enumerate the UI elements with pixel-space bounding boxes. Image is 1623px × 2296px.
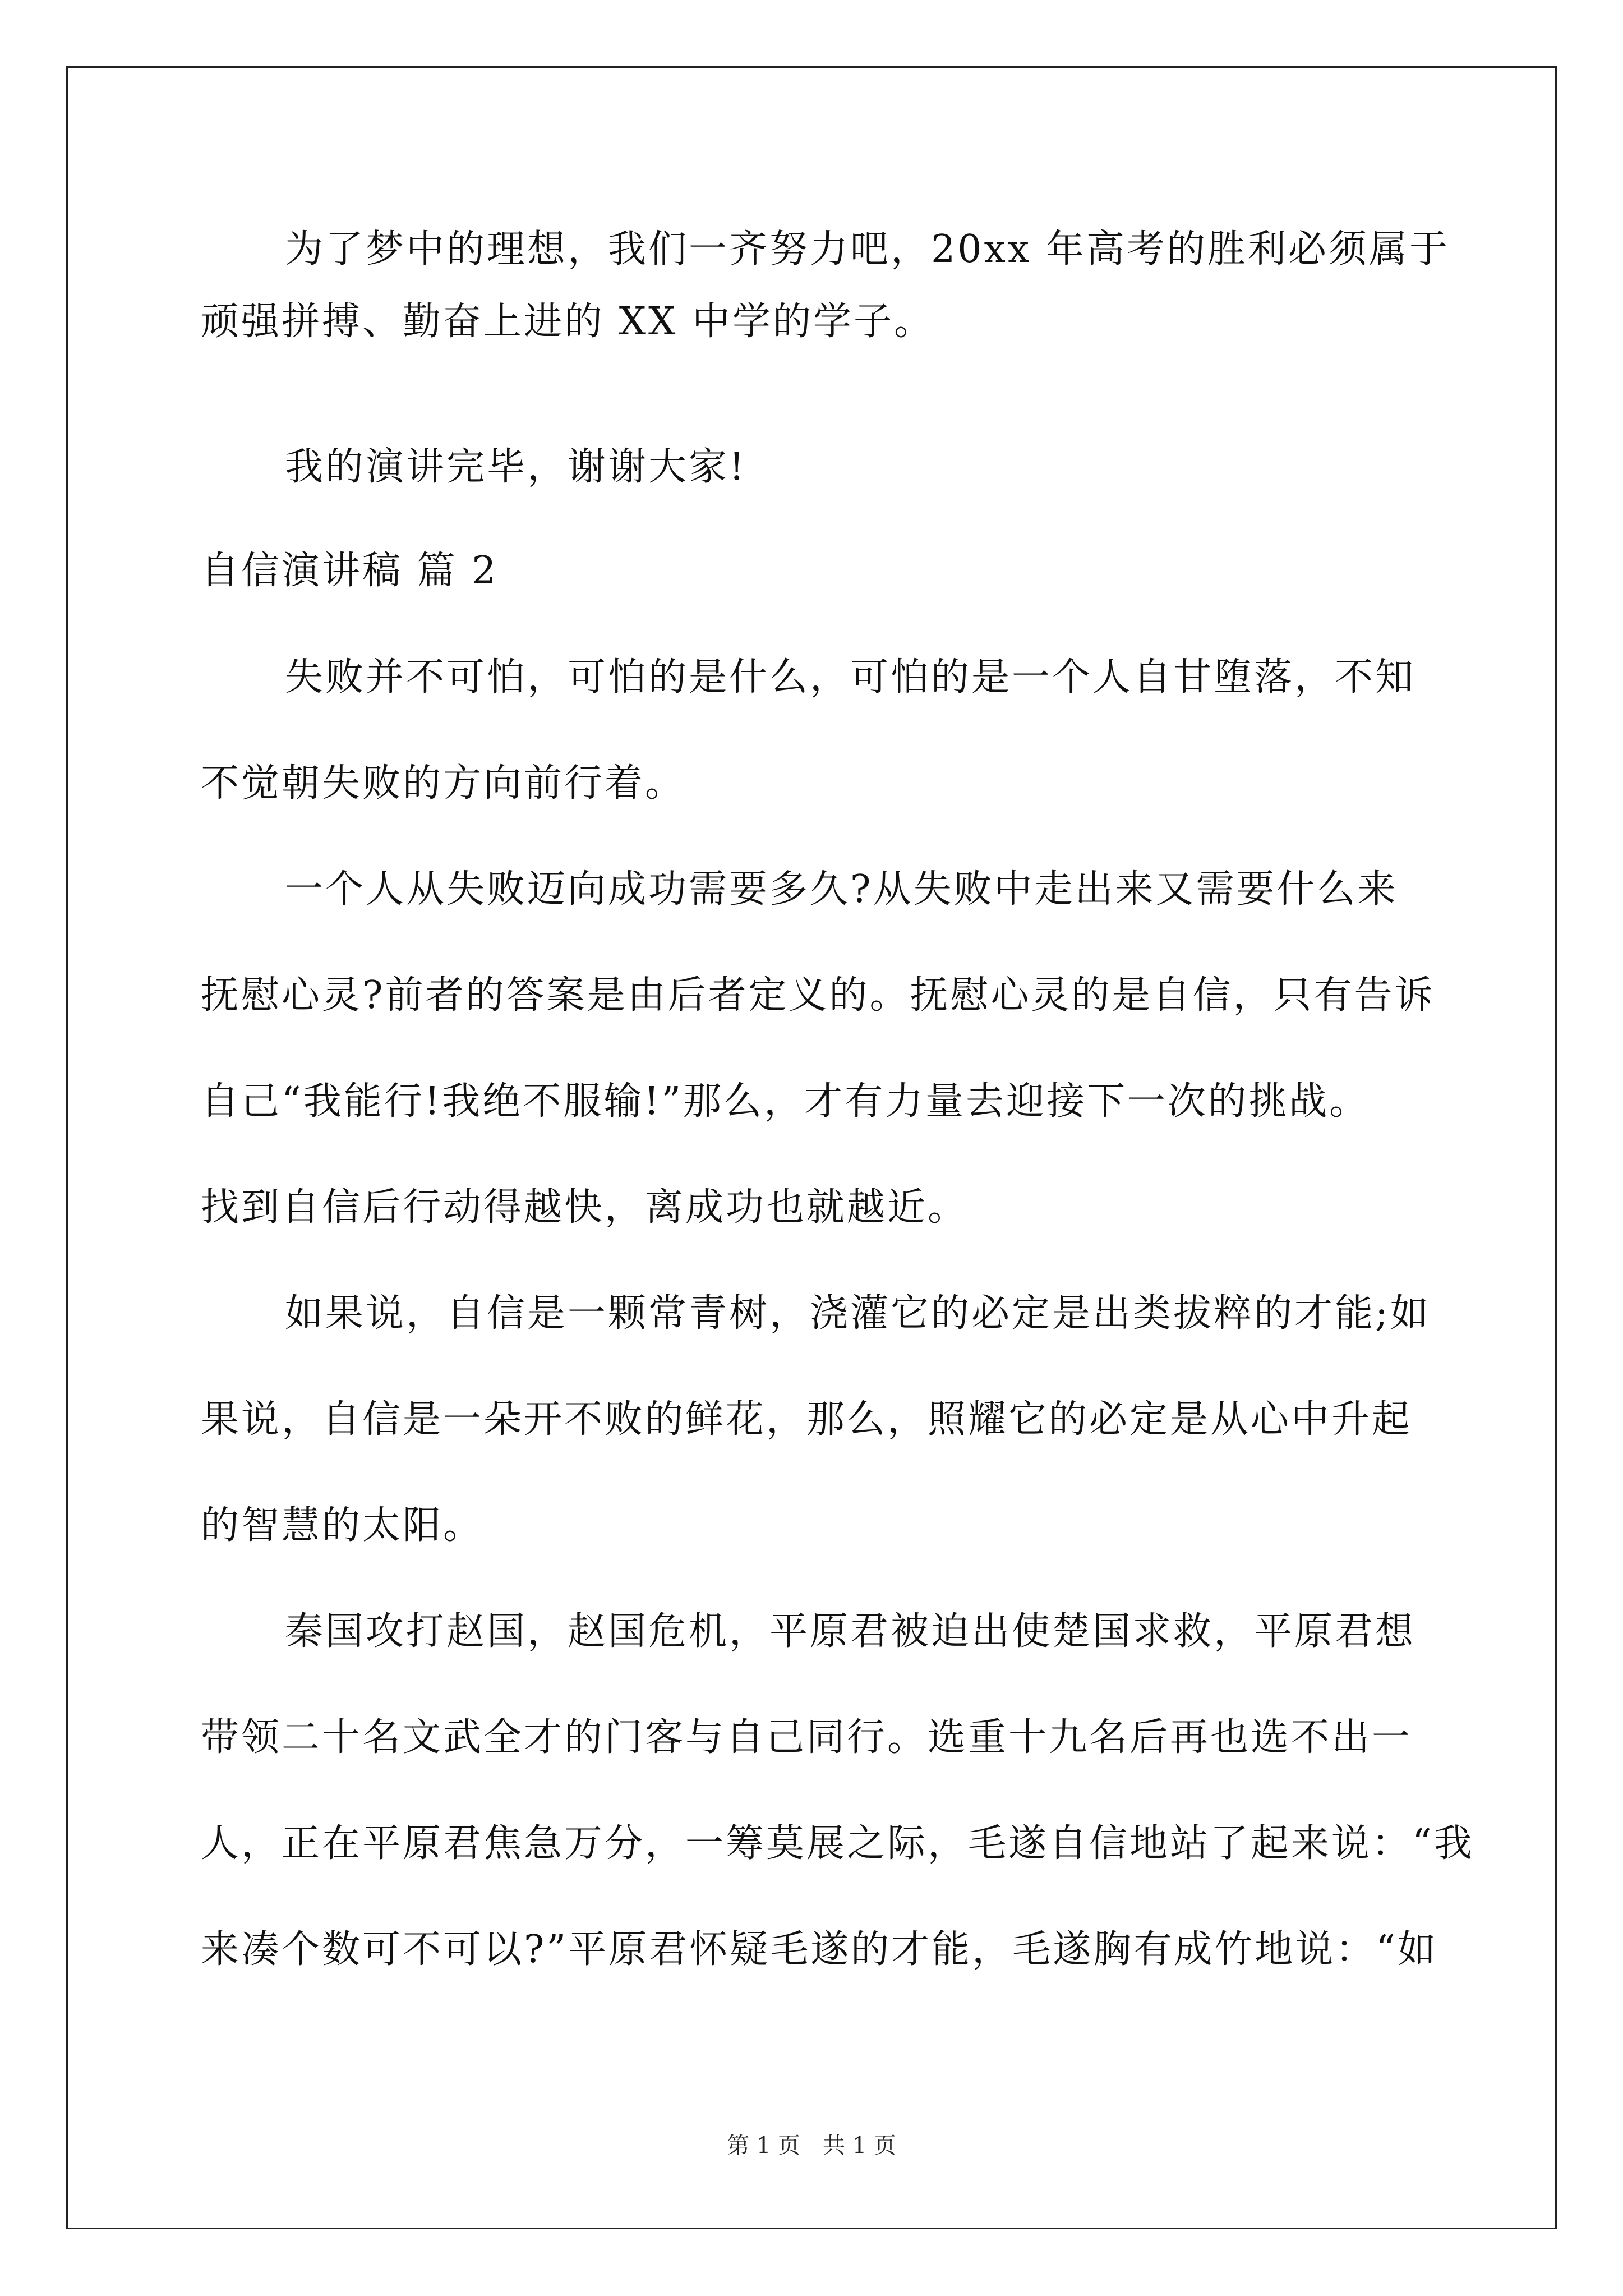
- paragraph-line: 一个人从失败迈向成功需要多久?从失败中走出来又需要什么来: [285, 867, 1398, 912]
- paragraph-line: 秦国攻打赵国，赵国危机，平原君被迫出使楚国求救，平原君想: [285, 1609, 1416, 1654]
- paragraph-line: 如果说，自信是一颗常青树，浇灌它的必定是出类拔粹的才能;如: [285, 1291, 1431, 1336]
- paragraph-line: 带领二十名文武全才的门客与自己同行。选重十九名后再也选不出一: [201, 1715, 1413, 1760]
- paragraph-line: 抚慰心灵?前者的答案是由后者定义的。抚慰心灵的是自信，只有告诉: [201, 973, 1435, 1018]
- paragraph-line: 失败并不可怕，可怕的是什么，可怕的是一个人自甘堕落，不知: [285, 655, 1416, 700]
- paragraph-line: 为了梦中的理想，我们一齐努力吧，20xx 年高考的胜利必须属于: [285, 227, 1450, 272]
- paragraph-line: 找到自信后行动得越快，离成功也就越近。: [201, 1185, 969, 1230]
- paragraph-line: 来凑个数可不可以?”平原君怀疑毛遂的才能，毛遂胸有成竹地说：“如: [201, 1927, 1438, 1972]
- paragraph-line: 的智慧的太阳。: [201, 1503, 484, 1548]
- paragraph-line: 不觉朝失败的方向前行着。: [201, 761, 686, 806]
- paragraph-line: 果说，自信是一朵开不败的鲜花，那么，照耀它的必定是从心中升起: [201, 1397, 1413, 1442]
- page-number-footer: 第 1 页 共 1 页: [727, 2133, 896, 2159]
- page-border: [66, 66, 1557, 2229]
- paragraph-line: 人，正在平原君焦急万分，一筹莫展之际，毛遂自信地站了起来说：“我: [201, 1821, 1474, 1866]
- paragraph-line: 我的演讲完毕，谢谢大家!: [285, 445, 747, 489]
- section-heading: 自信演讲稿 篇 2: [201, 549, 499, 593]
- paragraph-line: 顽强拼搏、勤奋上进的 XX 中学的学子。: [201, 300, 935, 344]
- paragraph-line: 自己“我能行!我绝不服输!”那么，才有力量去迎接下一次的挑战。: [201, 1079, 1370, 1124]
